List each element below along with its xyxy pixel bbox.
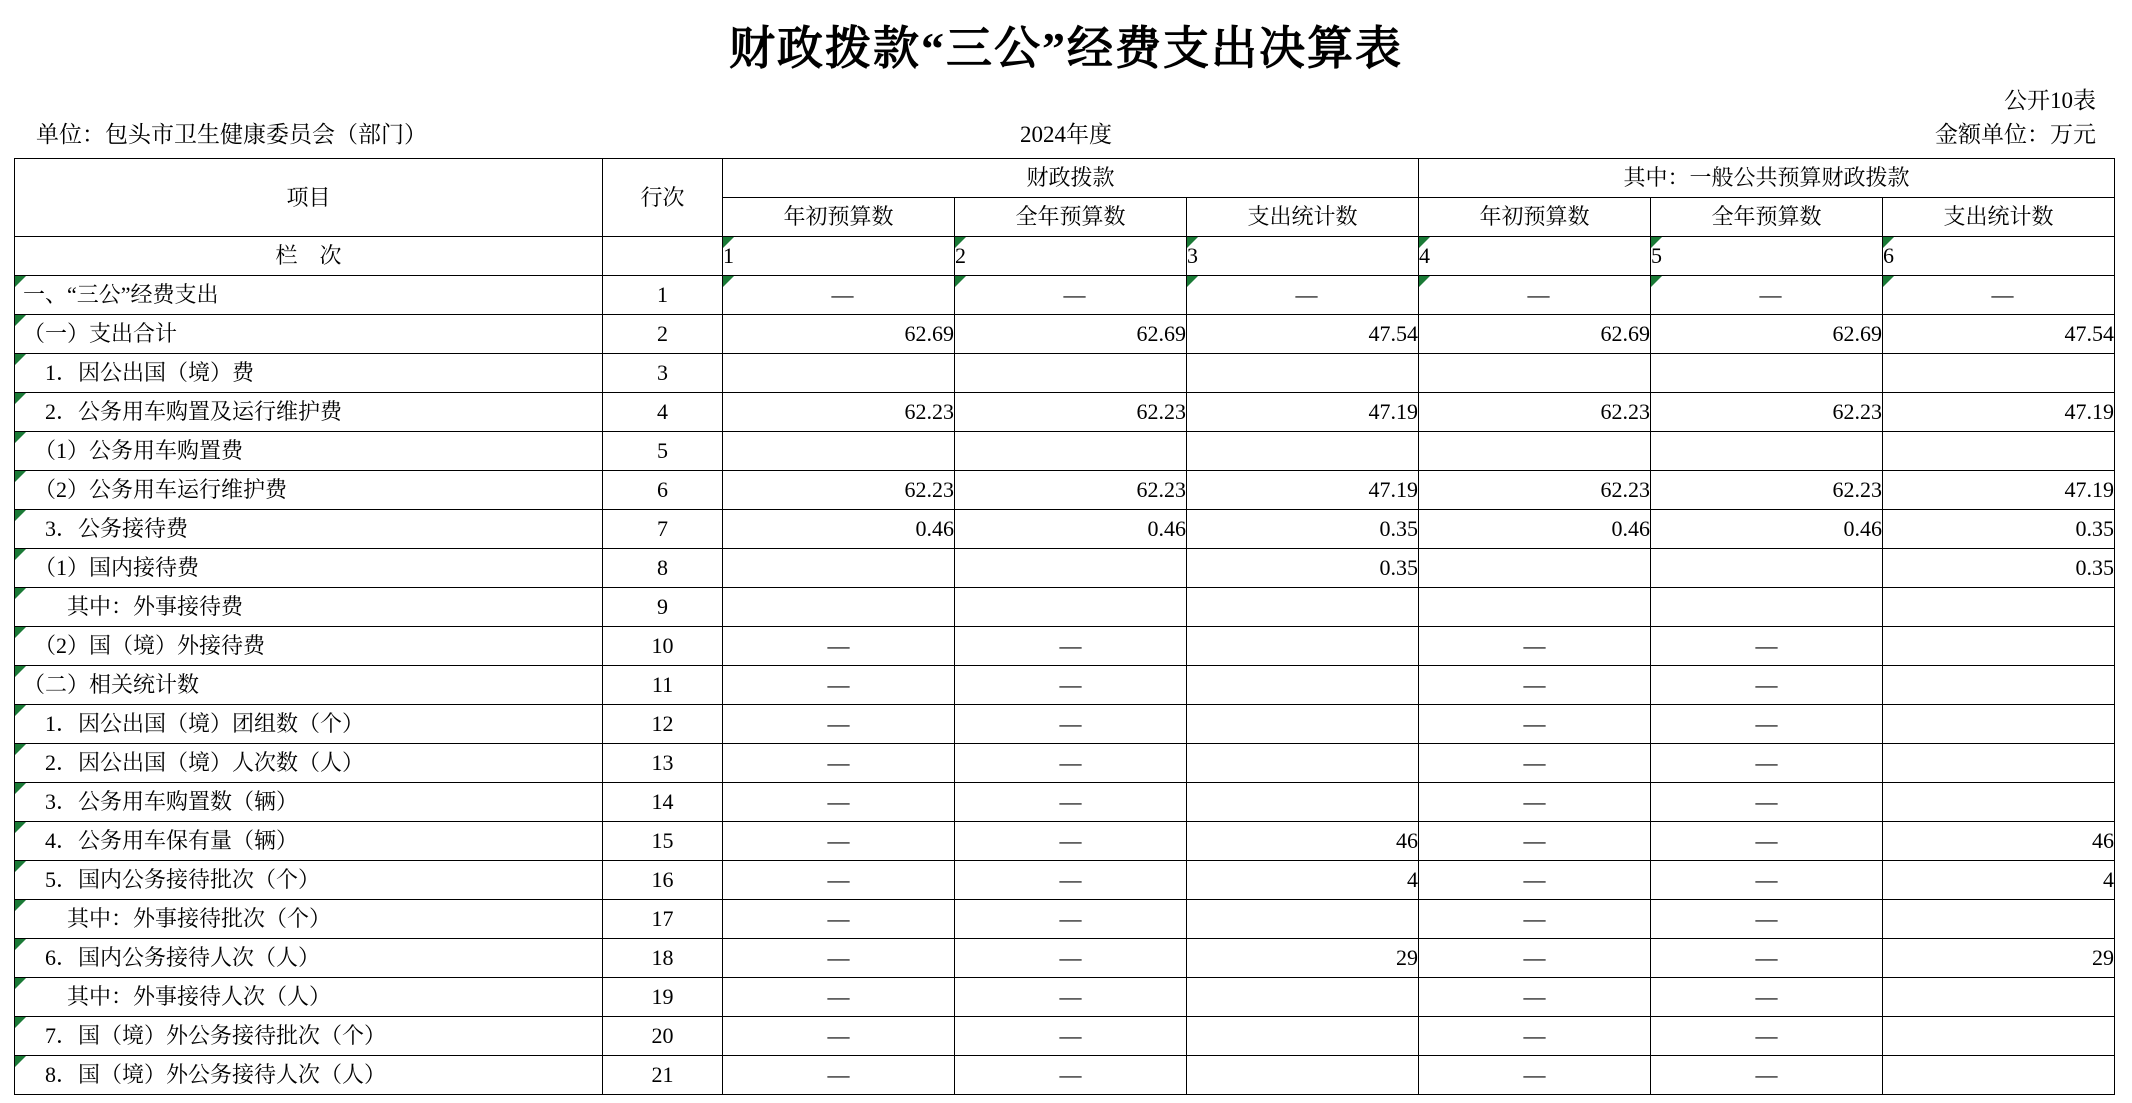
cell-c4: 62.23 [1419, 393, 1651, 432]
row-item-text: 3．公务接待费 [23, 516, 189, 541]
row-item-text: 1．因公出国（境）费 [23, 360, 255, 385]
cell-c3: 4 [1187, 861, 1419, 900]
cell-c3 [1187, 666, 1419, 705]
table-row [15, 549, 2115, 588]
unit-label: 单位：包头市卫生健康委员会（部门） [36, 122, 427, 147]
cell-c6 [1883, 705, 2115, 744]
cell-c4: — [1419, 822, 1651, 861]
cell-c4: — [1419, 627, 1651, 666]
header-col-6: 支出统计数 [1883, 198, 2115, 237]
row-number: 12 [603, 705, 723, 744]
cell-c2: 62.23 [955, 471, 1187, 510]
cell-c3: 47.54 [1187, 315, 1419, 354]
column-index-1: 1 [723, 237, 955, 276]
cell-c2: 62.69 [955, 315, 1187, 354]
row-number: 11 [603, 666, 723, 705]
fiscal-year: 2024年度 [1020, 122, 1112, 147]
cell-c5: — [1651, 978, 1883, 1017]
table-head [15, 159, 2115, 276]
header-row-no: 行次 [603, 159, 723, 237]
row-item-text: 2．因公出国（境）人次数（人） [23, 750, 365, 775]
cell-c2 [955, 276, 1187, 315]
row-item-label [15, 861, 603, 900]
header-group-fiscal-appropriation: 财政拨款 [723, 159, 1419, 198]
cell-c1: — [723, 861, 955, 900]
cell-c4: — [1419, 744, 1651, 783]
cell-c1: — [723, 744, 955, 783]
cell-c2: — [955, 822, 1187, 861]
cell-c6: 47.19 [1883, 471, 2115, 510]
row-number: 14 [603, 783, 723, 822]
cell-c1 [723, 276, 955, 315]
cell-c5: — [1651, 861, 1883, 900]
header-group-general-public-budget: 其中：一般公共预算财政拨款 [1419, 159, 2115, 198]
cell-c5: — [1651, 705, 1883, 744]
row-number: 13 [603, 744, 723, 783]
cell-value: — [1063, 282, 1086, 307]
cell-c2 [955, 588, 1187, 627]
header-item: 项目 [15, 159, 603, 237]
cell-c6 [1883, 354, 2115, 393]
row-item-label [15, 978, 603, 1017]
cell-c1: — [723, 783, 955, 822]
row-item-label [15, 471, 603, 510]
cell-c2: — [955, 1056, 1187, 1095]
row-item-label [15, 354, 603, 393]
header-col-2: 全年预算数 [955, 198, 1187, 237]
row-number: 7 [603, 510, 723, 549]
page-title: 财政拨款“三公”经费支出决算表 [729, 23, 1403, 74]
cell-c1: — [723, 900, 955, 939]
row-number: 1 [603, 276, 723, 315]
row-item-label [15, 900, 603, 939]
row-item-label [15, 276, 603, 315]
cell-c3: 29 [1187, 939, 1419, 978]
cell-value: — [1527, 282, 1550, 307]
cell-c1: — [723, 666, 955, 705]
table-row [15, 315, 2115, 354]
table-row [15, 1056, 2115, 1095]
row-item-text: （2）国（境）外接待费 [23, 633, 266, 658]
table-row [15, 939, 2115, 978]
cell-c3 [1187, 1056, 1419, 1095]
cell-c1: 62.23 [723, 393, 955, 432]
cell-c5: — [1651, 822, 1883, 861]
cell-c4: 0.46 [1419, 510, 1651, 549]
cell-c5 [1651, 549, 1883, 588]
cell-c5: 62.23 [1651, 471, 1883, 510]
cell-c6 [1883, 783, 2115, 822]
cell-c5: 62.23 [1651, 393, 1883, 432]
row-number: 3 [603, 354, 723, 393]
cell-c3 [1187, 900, 1419, 939]
header-col-4: 年初预算数 [1419, 198, 1651, 237]
cell-c2 [955, 549, 1187, 588]
cell-c1: 62.69 [723, 315, 955, 354]
cell-c4: — [1419, 978, 1651, 1017]
table-row [15, 822, 2115, 861]
cell-c1: 62.23 [723, 471, 955, 510]
cell-c4: — [1419, 939, 1651, 978]
row-item-text: 其中：外事接待费 [23, 594, 244, 619]
cell-c3 [1187, 588, 1419, 627]
table-row [15, 510, 2115, 549]
column-index-blank [603, 237, 723, 276]
cell-c1: — [723, 939, 955, 978]
cell-c3 [1187, 1017, 1419, 1056]
row-number: 20 [603, 1017, 723, 1056]
cell-c4 [1419, 276, 1651, 315]
row-item-label [15, 627, 603, 666]
cell-c4: — [1419, 1017, 1651, 1056]
row-number: 2 [603, 315, 723, 354]
cell-c6: 0.35 [1883, 549, 2115, 588]
cell-c2: — [955, 783, 1187, 822]
cell-c4: — [1419, 666, 1651, 705]
cell-c2: 0.46 [955, 510, 1187, 549]
cell-c2: — [955, 705, 1187, 744]
cell-value: — [1991, 282, 2014, 307]
cell-c5 [1651, 432, 1883, 471]
cell-c2: — [955, 939, 1187, 978]
cell-c3 [1187, 276, 1419, 315]
cell-c2: — [955, 744, 1187, 783]
cell-c1 [723, 549, 955, 588]
row-item-label [15, 588, 603, 627]
cell-c1 [723, 588, 955, 627]
cell-c3 [1187, 627, 1419, 666]
row-item-text: （2）公务用车运行维护费 [23, 477, 288, 502]
cell-c6 [1883, 1056, 2115, 1095]
cell-c1: — [723, 1056, 955, 1095]
cell-c1: — [723, 978, 955, 1017]
table-row [15, 783, 2115, 822]
cell-c3 [1187, 783, 1419, 822]
cell-c1: — [723, 627, 955, 666]
row-item-text: 8．国（境）外公务接待人次（人） [23, 1062, 387, 1087]
row-number: 8 [603, 549, 723, 588]
table-row [15, 978, 2115, 1017]
cell-c2: 62.23 [955, 393, 1187, 432]
row-item-text: （1）国内接待费 [23, 555, 200, 580]
row-item-label [15, 666, 603, 705]
cell-c2 [955, 432, 1187, 471]
cell-c1 [723, 432, 955, 471]
row-item-label [15, 744, 603, 783]
cell-c2: — [955, 978, 1187, 1017]
cell-c5 [1651, 276, 1883, 315]
table-row [15, 705, 2115, 744]
cell-c5: — [1651, 783, 1883, 822]
cell-c4 [1419, 432, 1651, 471]
cell-c3: 0.35 [1187, 510, 1419, 549]
cell-value: — [1295, 282, 1318, 307]
row-item-text: 其中：外事接待批次（个） [23, 906, 332, 931]
cell-c5: — [1651, 744, 1883, 783]
row-item-label [15, 939, 603, 978]
table-row [15, 432, 2115, 471]
row-item-label [15, 1056, 603, 1095]
row-item-label [15, 822, 603, 861]
row-number: 19 [603, 978, 723, 1017]
table-row [15, 354, 2115, 393]
cell-c6 [1883, 627, 2115, 666]
row-item-label [15, 510, 603, 549]
cell-c6 [1883, 276, 2115, 315]
cell-c6: 0.35 [1883, 510, 2115, 549]
cell-c4: — [1419, 783, 1651, 822]
cell-c6 [1883, 588, 2115, 627]
column-index-4: 4 [1419, 237, 1651, 276]
row-item-text: 7．国（境）外公务接待批次（个） [23, 1023, 387, 1048]
cell-c5: — [1651, 1056, 1883, 1095]
table-body [15, 276, 2115, 1095]
row-item-text: 2．公务用车购置及运行维护费 [23, 399, 343, 424]
cell-c4: 62.69 [1419, 315, 1651, 354]
row-number: 5 [603, 432, 723, 471]
cell-c6 [1883, 1017, 2115, 1056]
row-number: 17 [603, 900, 723, 939]
cell-c5: — [1651, 627, 1883, 666]
cell-c4 [1419, 354, 1651, 393]
cell-c1: — [723, 822, 955, 861]
table-row [15, 744, 2115, 783]
cell-c6: 46 [1883, 822, 2115, 861]
column-index-5: 5 [1651, 237, 1883, 276]
cell-c4: — [1419, 861, 1651, 900]
cell-c2: — [955, 1017, 1187, 1056]
table-row [15, 471, 2115, 510]
cell-c3 [1187, 432, 1419, 471]
row-number: 16 [603, 861, 723, 900]
row-item-text: 6．国内公务接待人次（人） [23, 945, 321, 970]
row-item-label [15, 1017, 603, 1056]
cell-c6: 47.54 [1883, 315, 2115, 354]
row-item-text: 3．公务用车购置数（辆） [23, 789, 299, 814]
row-item-text: （一）支出合计 [23, 321, 178, 346]
cell-c4: — [1419, 1056, 1651, 1095]
row-number: 4 [603, 393, 723, 432]
document-page [0, 12, 2132, 1103]
header-col-5: 全年预算数 [1651, 198, 1883, 237]
cell-c5: 0.46 [1651, 510, 1883, 549]
column-index-2: 2 [955, 237, 1187, 276]
cell-c3 [1187, 705, 1419, 744]
table-row [15, 900, 2115, 939]
cell-c4 [1419, 588, 1651, 627]
cell-c3: 0.35 [1187, 549, 1419, 588]
cell-c2: — [955, 900, 1187, 939]
row-number: 6 [603, 471, 723, 510]
table-row [15, 588, 2115, 627]
three-public-expenditure-table [14, 158, 2115, 1095]
row-item-label [15, 393, 603, 432]
cell-c3: 46 [1187, 822, 1419, 861]
row-item-text: （1）公务用车购置费 [23, 438, 244, 463]
cell-c5 [1651, 588, 1883, 627]
header-col-3: 支出统计数 [1187, 198, 1419, 237]
table-row [15, 1017, 2115, 1056]
row-item-label [15, 315, 603, 354]
table-row [15, 627, 2115, 666]
table-header-row-1 [15, 159, 2115, 198]
cell-c6: 29 [1883, 939, 2115, 978]
cell-c6 [1883, 666, 2115, 705]
row-item-text: 1．因公出国（境）团组数（个） [23, 711, 365, 736]
cell-c3 [1187, 978, 1419, 1017]
row-number: 15 [603, 822, 723, 861]
row-number: 18 [603, 939, 723, 978]
cell-c3: 47.19 [1187, 471, 1419, 510]
row-item-label [15, 705, 603, 744]
row-item-label [15, 783, 603, 822]
cell-c6 [1883, 744, 2115, 783]
cell-c1: 0.46 [723, 510, 955, 549]
table-row [15, 861, 2115, 900]
cell-c2: — [955, 666, 1187, 705]
cell-c1: — [723, 1017, 955, 1056]
cell-c5: — [1651, 900, 1883, 939]
table-row [15, 666, 2115, 705]
row-item-label [15, 549, 603, 588]
row-item-text: 其中：外事接待人次（人） [23, 984, 332, 1009]
amount-unit: 金额单位：万元 [1935, 122, 2096, 147]
cell-c4: 62.23 [1419, 471, 1651, 510]
cell-c4: — [1419, 705, 1651, 744]
cell-c3 [1187, 744, 1419, 783]
cell-c5: — [1651, 1017, 1883, 1056]
cell-c5 [1651, 354, 1883, 393]
row-item-text: 4．公务用车保有量（辆） [23, 828, 299, 853]
row-item-text: （二）相关统计数 [23, 672, 200, 697]
form-number: 公开10表 [2004, 88, 2096, 113]
header-col-1: 年初预算数 [723, 198, 955, 237]
row-item-text: 5．国内公务接待批次（个） [23, 867, 321, 892]
cell-c2 [955, 354, 1187, 393]
cell-c5: — [1651, 666, 1883, 705]
column-index-6: 6 [1883, 237, 2115, 276]
table-column-index-row [15, 237, 2115, 276]
cell-value: — [831, 282, 854, 307]
cell-c4: — [1419, 900, 1651, 939]
row-item-text: 一、“三公”经费支出 [23, 282, 219, 307]
row-number: 9 [603, 588, 723, 627]
cell-c6: 4 [1883, 861, 2115, 900]
cell-value: — [1759, 282, 1782, 307]
cell-c2: — [955, 627, 1187, 666]
table-row [15, 393, 2115, 432]
table-row [15, 276, 2115, 315]
cell-c4 [1419, 549, 1651, 588]
cell-c2: — [955, 861, 1187, 900]
form-number-row [0, 82, 2132, 116]
cell-c5: 62.69 [1651, 315, 1883, 354]
cell-c3 [1187, 354, 1419, 393]
cell-c1: — [723, 705, 955, 744]
row-item-label [15, 432, 603, 471]
column-index-label: 栏 次 [15, 237, 603, 276]
row-number: 10 [603, 627, 723, 666]
column-index-3: 3 [1187, 237, 1419, 276]
cell-c1 [723, 354, 955, 393]
cell-c6 [1883, 978, 2115, 1017]
cell-c6 [1883, 432, 2115, 471]
row-number: 21 [603, 1056, 723, 1095]
cell-c6: 47.19 [1883, 393, 2115, 432]
cell-c6 [1883, 900, 2115, 939]
cell-c5: — [1651, 939, 1883, 978]
cell-c3: 47.19 [1187, 393, 1419, 432]
document-meta-row [0, 116, 2132, 152]
